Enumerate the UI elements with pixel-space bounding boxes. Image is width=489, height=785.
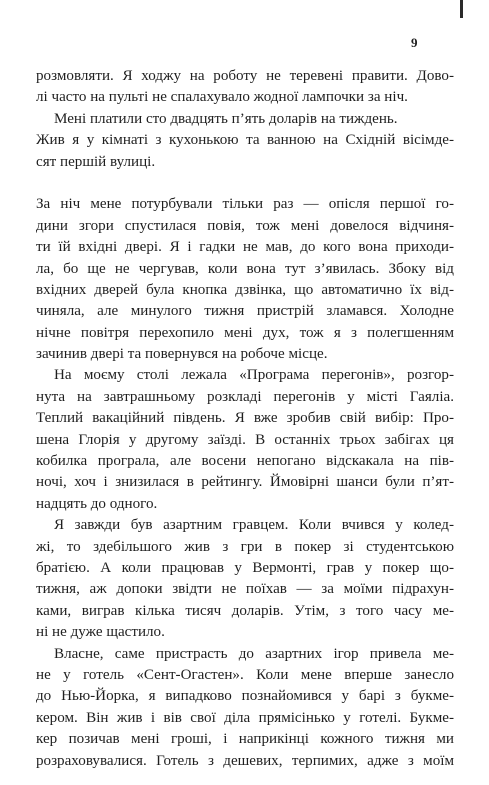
paragraph bbox=[36, 194, 454, 365]
text-line: братією. А коли працював у Вермонті, грав у покер що- bbox=[36, 559, 454, 576]
text-line: дини згори спустилася повія, тож мені довелося відчиня- bbox=[36, 217, 454, 234]
text-line: нічне повітря перехопило мені дух, тож я з полегшенням bbox=[36, 324, 454, 341]
text-line: кобилка програла, але восени непогано відскакала на пів- bbox=[36, 453, 454, 470]
paragraph bbox=[36, 515, 454, 643]
text-line: чиняла, але минулого тижня пристрій зламався. Холодне bbox=[36, 303, 454, 320]
text-line: лі часто на пульті не спалахувало жодної лампочки за ніч. bbox=[36, 89, 408, 106]
text-line: ночі, хоч і знизилася в рейтингу. Ймовірні шанси були п’ят- bbox=[36, 474, 454, 491]
text-line: ти їй вхідні двері. Я і гадки не мав, до кого вона приходи- bbox=[36, 239, 454, 256]
text-line: до Нью-Йорка, я випадково познайомився у барі з букме- bbox=[36, 688, 454, 705]
text-line: шена Глорія у другому заїзді. В останніх трьох забігах ця bbox=[36, 431, 454, 448]
paragraph bbox=[36, 644, 454, 772]
body-text bbox=[36, 66, 454, 772]
text-line: ла, бо ще не чергував, коли вона тут з’явилась. Збоку від bbox=[36, 260, 454, 277]
text-line: розмовляти. Я ходжу на роботу не теревені правити. Дово- bbox=[36, 68, 454, 84]
paragraph bbox=[36, 365, 454, 515]
text-line: Власне, саме пристрасть до азартних ігор привела ме- bbox=[54, 645, 454, 662]
text-line: На моєму столі лежала «Програма перегонів», розгор- bbox=[54, 367, 454, 384]
text-line: нута на завтрашньому розкладі перегонів у місті Гаяліа. bbox=[36, 388, 454, 405]
text-line: ні не дуже щастило. bbox=[36, 624, 165, 641]
page-edge-mark bbox=[460, 0, 463, 18]
text-line: не у готель «Сент-Огастен». Коли мене вперше занесло bbox=[36, 666, 454, 683]
text-line: вхідних дверей була кнопка дзвінка, що автоматично їх від- bbox=[36, 281, 454, 298]
text-line: ками, виграв кілька тисяч доларів. Утім, з того часу ме- bbox=[36, 602, 454, 619]
text-line: кером. Він жив і вів свої діла прямісінько у готелі. Букме- bbox=[36, 709, 454, 726]
text-line: розраховувалися. Готель з дешевих, терпимих, адже з моїм bbox=[36, 752, 454, 769]
text-line: За ніч мене потурбували тільки раз — опісля першої го- bbox=[36, 196, 454, 213]
text-line: тижня, аж допоки звідти не поїхав — за моїми підрахун- bbox=[36, 581, 454, 598]
text-line: Жив я у кімнаті з кухонькою та ванною на Східній вісімде- bbox=[36, 132, 454, 149]
text-line: надцять до одного. bbox=[36, 495, 158, 512]
paragraph bbox=[36, 109, 454, 173]
text-line: Мені платили сто двадцять п’ять доларів на тиждень. bbox=[54, 110, 398, 127]
text-line: зачинив двері та повернувся на робоче місце. bbox=[36, 346, 328, 363]
text-line: сят першій вулиці. bbox=[36, 153, 156, 170]
text-line: Я завжди був азартним гравцем. Коли вчився у колед- bbox=[54, 517, 454, 534]
text-line: жі, то здебільшого жив з гри в покер зі студентською bbox=[36, 538, 454, 555]
text-line: Теплий вакаційний південь. Я вже зробив свій вибір: Про- bbox=[36, 410, 454, 427]
section-break bbox=[36, 173, 454, 194]
page-number: 9 bbox=[411, 35, 418, 50]
text-line: кер позичав мені гроші, і наприкінці кожного тижня ми bbox=[36, 731, 454, 748]
paragraph bbox=[36, 66, 454, 109]
